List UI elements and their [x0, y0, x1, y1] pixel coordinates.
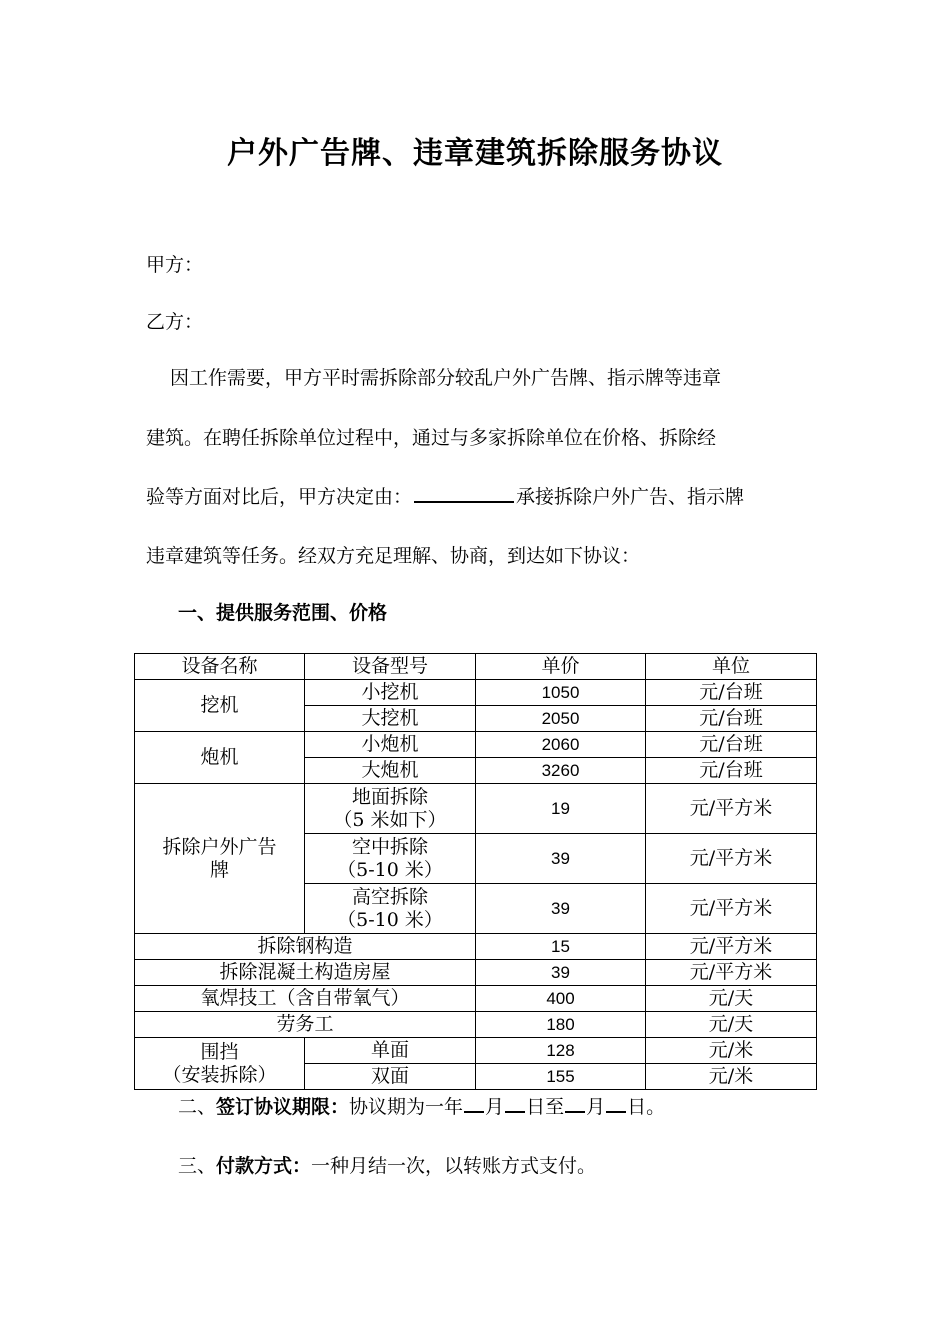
price-cell: 3260 — [476, 758, 646, 784]
intro-line-3-pre: 验等方面对比后，甲方决定由： — [146, 486, 413, 508]
unit-cell: 元/平方米 — [646, 834, 817, 884]
term-text-b: 月 — [485, 1096, 505, 1118]
unit-cell: 元/台班 — [646, 706, 817, 732]
concrete-cell: 拆除混凝土构造房屋 — [135, 960, 476, 986]
fence-line-1: 围挡 — [200, 1040, 239, 1063]
document-title: 户外广告牌、违章建筑拆除服务协议 — [227, 136, 723, 171]
model-cell — [305, 834, 476, 884]
price-cell: 15 — [476, 934, 646, 960]
price-cell: 2050 — [476, 706, 646, 732]
section-2 — [178, 1092, 665, 1119]
header-unit-price: 单价 — [476, 654, 646, 680]
table-row — [135, 986, 817, 1012]
price-cell: 39 — [476, 834, 646, 884]
model-line-2: （5 米如下） — [333, 808, 447, 831]
price-cell: 19 — [476, 784, 646, 834]
section-3 — [178, 1151, 596, 1178]
unit-cell: 元/台班 — [646, 758, 817, 784]
end-month-blank[interactable] — [565, 1097, 585, 1113]
price-cell: 128 — [476, 1038, 646, 1064]
model-cell — [305, 784, 476, 834]
unit-cell: 元/米 — [646, 1038, 817, 1064]
price-table — [134, 653, 817, 1090]
intro-line-4: 违章建筑等任务。经双方充足理解、协商，到达如下协议： — [146, 545, 641, 567]
model-cell: 双面 — [305, 1064, 476, 1090]
contractor-blank[interactable] — [414, 485, 514, 503]
table-row — [135, 1038, 817, 1064]
unit-cell: 元/平方米 — [646, 934, 817, 960]
fence-line-2: （安装拆除） — [162, 1063, 277, 1086]
billboard-line-2: 牌 — [209, 858, 229, 881]
breaker-cell: 炮机 — [135, 732, 305, 784]
table-header-row — [135, 654, 817, 680]
excavator-cell: 挖机 — [135, 680, 305, 732]
price-cell: 180 — [476, 1012, 646, 1038]
section-2-label: 签订协议期限： — [216, 1096, 350, 1118]
unit-cell: 元/平方米 — [646, 960, 817, 986]
unit-cell: 元/平方米 — [646, 884, 817, 934]
unit-cell: 元/平方米 — [646, 784, 817, 834]
model-cell — [305, 884, 476, 934]
intro-line-3 — [146, 482, 744, 509]
model-cell: 大挖机 — [305, 706, 476, 732]
section-3-num: 三、 — [178, 1155, 217, 1177]
end-day-blank[interactable] — [606, 1097, 626, 1113]
steel-cell: 拆除钢构造 — [135, 934, 476, 960]
header-equipment-name: 设备名称 — [135, 654, 305, 680]
model-line-2: （5-10 米） — [337, 908, 443, 931]
table-row — [135, 680, 817, 706]
term-text-c: 日至 — [526, 1096, 565, 1118]
price-cell: 1050 — [476, 680, 646, 706]
intro-line-1: 因工作需要，甲方平时需拆除部分较乱户外广告牌、指示牌等违章 — [170, 367, 722, 389]
model-cell: 小挖机 — [305, 680, 476, 706]
start-month-blank[interactable] — [464, 1097, 484, 1113]
party-b-label: 乙方： — [146, 311, 204, 333]
intro-line-3-post: 承接拆除户外广告、指示牌 — [516, 486, 745, 508]
term-text-a: 协议期为一年 — [349, 1096, 464, 1118]
start-day-blank[interactable] — [505, 1097, 525, 1113]
table-row — [135, 934, 817, 960]
payment-text: 一种月结一次，以转账方式支付。 — [311, 1155, 597, 1177]
unit-cell: 元/台班 — [646, 680, 817, 706]
price-cell: 400 — [476, 986, 646, 1012]
fence-cell — [135, 1038, 305, 1090]
table-row — [135, 732, 817, 758]
section-2-num: 二、 — [178, 1096, 217, 1118]
labor-cell: 劳务工 — [135, 1012, 476, 1038]
term-text-d: 月 — [586, 1096, 606, 1118]
welder-cell: 氧焊技工（含自带氧气） — [135, 986, 476, 1012]
model-line-1: 地面拆除 — [351, 785, 428, 808]
billboard-cell — [135, 784, 305, 934]
party-a-label: 甲方： — [146, 254, 204, 276]
unit-cell: 元/天 — [646, 986, 817, 1012]
unit-cell: 元/米 — [646, 1064, 817, 1090]
price-cell: 2060 — [476, 732, 646, 758]
model-cell: 小炮机 — [305, 732, 476, 758]
intro-line-2: 建筑。在聘任拆除单位过程中，通过与多家拆除单位在价格、拆除经 — [146, 427, 717, 449]
price-cell: 155 — [476, 1064, 646, 1090]
table-row — [135, 1012, 817, 1038]
section-3-label: 付款方式： — [216, 1155, 312, 1177]
price-cell: 39 — [476, 960, 646, 986]
model-line-1: 空中拆除 — [351, 835, 428, 858]
table-row — [135, 960, 817, 986]
header-unit: 单位 — [646, 654, 817, 680]
section-1-heading: 一、提供服务范围、价格 — [178, 602, 388, 624]
term-text-e: 日。 — [627, 1096, 666, 1118]
unit-cell: 元/天 — [646, 1012, 817, 1038]
price-cell: 39 — [476, 884, 646, 934]
model-cell: 单面 — [305, 1038, 476, 1064]
table-row — [135, 784, 817, 834]
billboard-line-1: 拆除户外广告 — [162, 835, 277, 858]
header-equipment-model: 设备型号 — [305, 654, 476, 680]
unit-cell: 元/台班 — [646, 732, 817, 758]
model-line-1: 高空拆除 — [351, 885, 428, 908]
model-line-2: （5-10 米） — [337, 858, 443, 881]
model-cell: 大炮机 — [305, 758, 476, 784]
